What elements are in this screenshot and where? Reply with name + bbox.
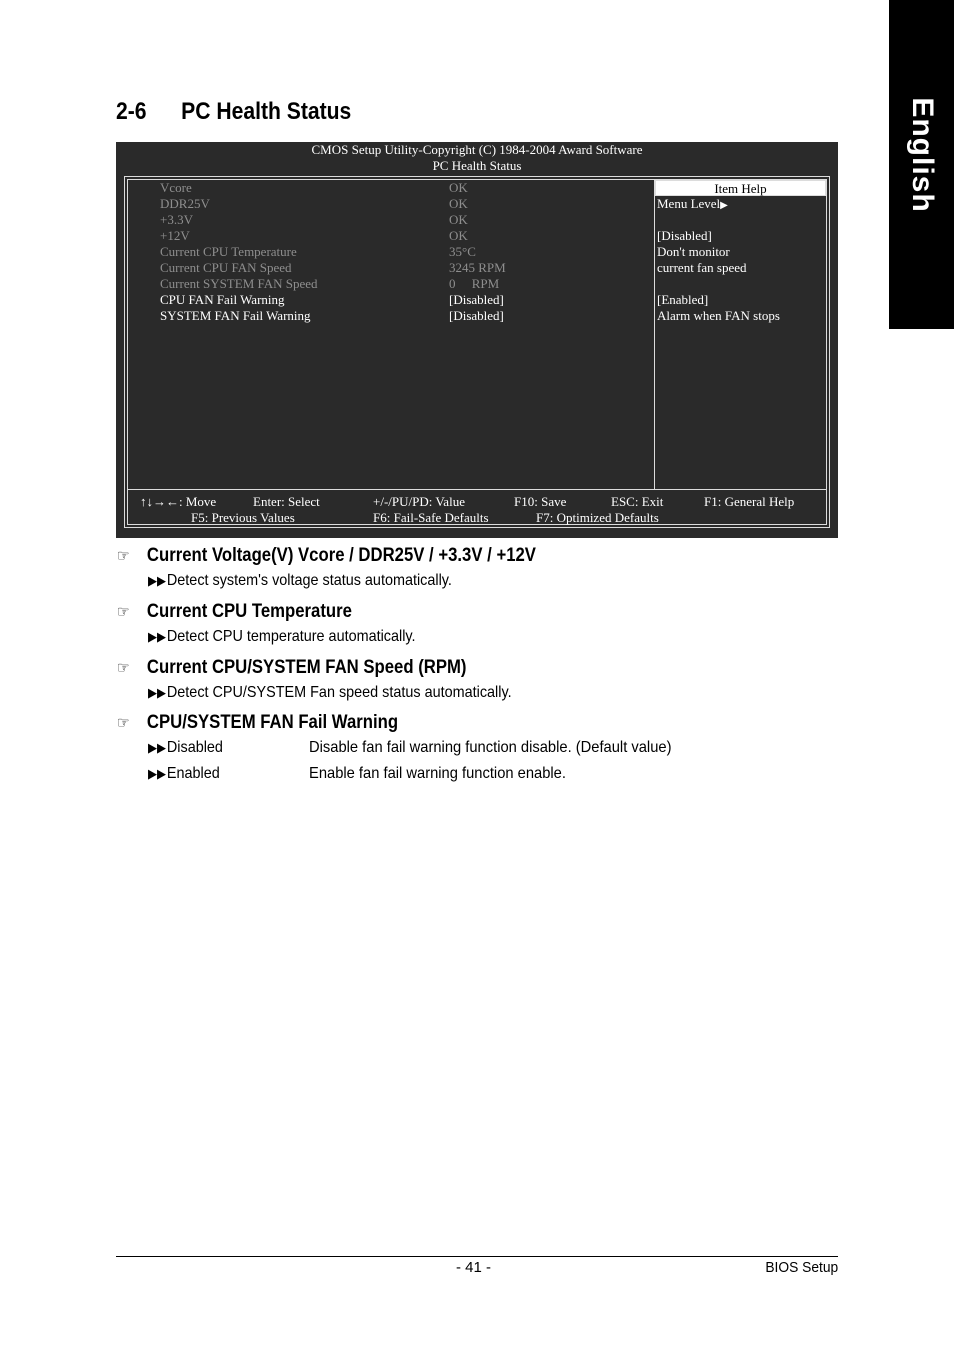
- item-help-title: Item Help: [655, 180, 826, 196]
- pointing-hand-icon: ☞: [117, 604, 130, 621]
- row-cpu-fan-speed-label: Current CPU FAN Speed: [160, 260, 292, 275]
- item-heading-fan-fail-warning-text: CPU/SYSTEM FAN Fail Warning: [146, 712, 399, 733]
- pointing-hand-icon: ☞: [117, 660, 130, 677]
- row-vcore-label: Vcore: [160, 180, 192, 195]
- option-enabled-name: [148, 765, 220, 783]
- row-system-fan-fail-warning-value[interactable]: [Disabled]: [449, 308, 504, 323]
- row-system-fan-speed-label: Current SYSTEM FAN Speed: [160, 276, 318, 291]
- bios-divider-horizontal: [128, 489, 826, 490]
- row-cpu-fan-fail-warning-value[interactable]: [Disabled]: [449, 292, 504, 307]
- item-heading-cpu-temp-text: Current CPU Temperature: [146, 601, 352, 622]
- section-number: 2-6: [116, 98, 147, 125]
- key-value: +/-/PU/PD: Value: [373, 494, 465, 509]
- footer-rule: [116, 1256, 838, 1257]
- option-disabled-label: Disabled: [166, 739, 223, 756]
- key-general-help: F1: General Help: [704, 494, 795, 509]
- double-arrow-icon: ▶▶: [148, 766, 166, 781]
- double-arrow-icon: ▶▶: [148, 740, 166, 755]
- triangle-right-icon: ▶: [720, 200, 728, 211]
- option-enabled-label: Enabled: [166, 765, 220, 782]
- row-system-fan-fail-warning-label[interactable]: SYSTEM FAN Fail Warning: [160, 308, 311, 323]
- double-arrow-icon: ▶▶: [148, 573, 166, 588]
- key-optimized-defaults: F7: Optimized Defaults: [536, 510, 659, 525]
- bios-copyright: CMOS Setup Utility-Copyright (C) 1984-2004 Award Software: [311, 142, 643, 157]
- bios-inner-frame: [127, 179, 827, 525]
- bios-divider-vertical: [654, 180, 655, 489]
- bios-screenshot: [116, 142, 838, 538]
- option-disabled-desc: Disable fan fail warning function disable. (Default value): [309, 739, 672, 756]
- help-line-2: Don't monitor: [657, 244, 730, 259]
- key-move: ↑↓→←: Move: [140, 494, 217, 509]
- help-line-5: [Enabled]: [657, 292, 709, 307]
- help-line-3: current fan speed: [657, 260, 747, 275]
- key-select: Enter: Select: [253, 494, 320, 509]
- key-save: F10: Save: [514, 494, 567, 509]
- key-exit: ESC: Exit: [611, 494, 664, 509]
- item-heading-cpu-temp: [117, 601, 352, 623]
- help-line-1: [Disabled]: [657, 228, 712, 243]
- help-menu-level-label: Menu Level: [657, 196, 721, 211]
- item-desc-fan-speed-text: Detect CPU/SYSTEM Fan speed status automatically.: [166, 684, 512, 701]
- row-cpu-temp-label: Current CPU Temperature: [160, 244, 297, 259]
- option-enabled-desc: Enable fan fail warning function enable.: [309, 765, 566, 782]
- option-disabled-name: [148, 739, 223, 757]
- row-cpu-fan-fail-warning-label[interactable]: CPU FAN Fail Warning: [160, 292, 285, 307]
- item-heading-voltage-text: Current Voltage(V) Vcore / DDR25V / +3.3V / +12V: [146, 545, 536, 566]
- row-ddr25v-label: DDR25V: [160, 196, 210, 211]
- item-desc-cpu-temp: [148, 628, 416, 646]
- item-desc-voltage-text: Detect system's voltage status automatically.: [166, 572, 452, 589]
- pointing-hand-icon: ☞: [117, 548, 130, 565]
- bios-outer-frame: [124, 176, 830, 528]
- double-arrow-icon: ▶▶: [148, 629, 166, 644]
- double-arrow-icon: ▶▶: [148, 685, 166, 700]
- bios-screen-title: PC Health Status: [432, 158, 522, 173]
- section-title: [116, 98, 351, 126]
- item-desc-fan-speed: [148, 684, 512, 702]
- row-ddr25v-value: OK: [449, 196, 468, 211]
- item-desc-voltage: [148, 572, 452, 590]
- pointing-hand-icon: ☞: [117, 715, 130, 732]
- row-12v-value: OK: [449, 228, 468, 243]
- item-heading-fan-speed: [117, 657, 466, 679]
- row-3v3-value: OK: [449, 212, 468, 227]
- language-tab-label: English: [905, 97, 939, 213]
- item-heading-fan-fail-warning: [117, 712, 398, 734]
- item-heading-fan-speed-text: Current CPU/SYSTEM FAN Speed (RPM): [146, 657, 467, 678]
- row-3v3-label: +3.3V: [160, 212, 193, 227]
- key-previous-values: F5: Previous Values: [191, 510, 295, 525]
- row-vcore-value: OK: [449, 180, 468, 195]
- help-line-6: Alarm when FAN stops: [657, 308, 780, 323]
- row-system-fan-speed-value: 0 RPM: [449, 276, 500, 291]
- row-cpu-fan-speed-value: 3245 RPM: [449, 260, 506, 275]
- language-tab: [889, 0, 954, 329]
- key-fail-safe-defaults: F6: Fail-Safe Defaults: [373, 510, 489, 525]
- page-number: - 41 -: [456, 1259, 492, 1276]
- help-menu-level: [657, 196, 728, 214]
- row-cpu-temp-value: 35°C: [449, 244, 476, 259]
- footer-chapter: BIOS Setup: [765, 1259, 838, 1276]
- section-heading: PC Health Status: [181, 98, 352, 125]
- item-desc-cpu-temp-text: Detect CPU temperature automatically.: [166, 628, 416, 645]
- row-12v-label: +12V: [160, 228, 190, 243]
- item-heading-voltage: [117, 545, 536, 567]
